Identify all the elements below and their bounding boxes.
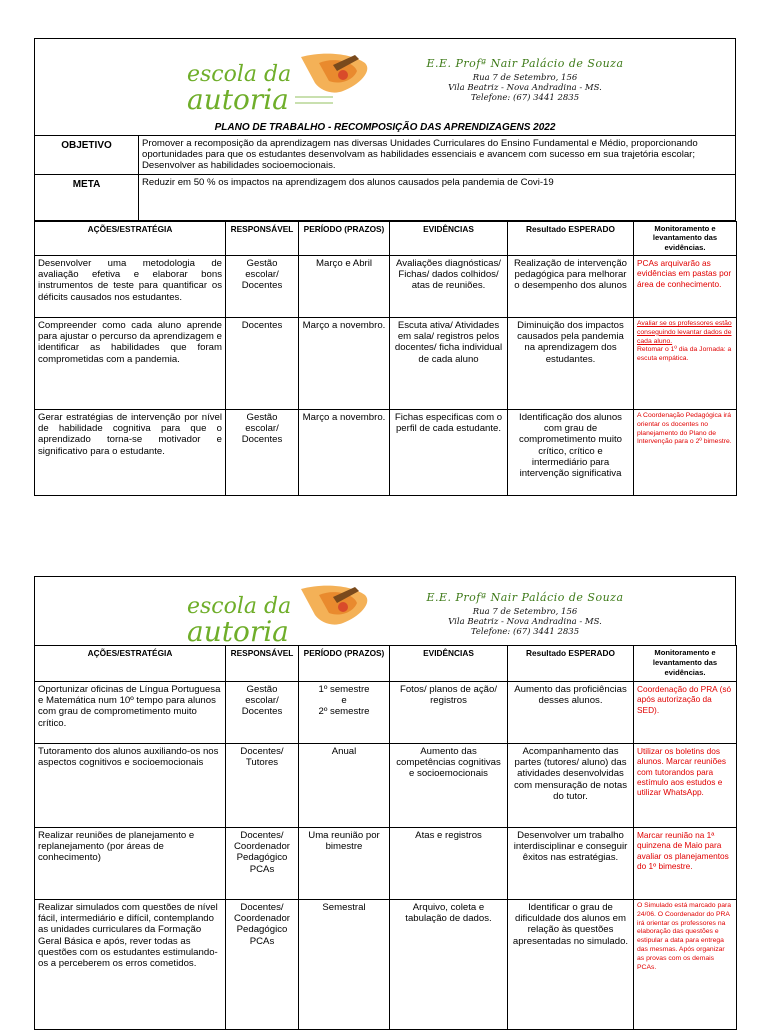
cell-acao: Realizar reuniões de planejamento e replanejamento (por áreas de conhecimento) [35,828,226,900]
document-page-2 [34,576,736,1030]
meta-row [35,174,736,220]
cell-periodo: Uma reunião por bimestre [299,828,390,900]
column-header-acoes: AÇÕES/ESTRATÉGIA [35,646,226,682]
cell-evidencias: Aumento das competências cognitivas e socioemocionais [390,744,508,828]
cell-periodo: Março a novembro. [299,410,390,496]
cell-responsavel: Docentes [226,318,299,410]
school-name: E.E. Profª Nair Palácio de Souza [426,591,624,604]
cell-acao: Compreender como cada aluno aprende para ajustar o percurso da aprendizagem e identificar as habilidades que foram comprometidas com a pandemia. [35,318,226,410]
document-title: PLANO DE TRABALHO - RECOMPOSIÇÃO DAS APRENDIZAGENS 2022 [214,122,556,133]
cell-acao: Desenvolver uma metodologia de avaliação efetiva e elaborar bons instrumentos de teste para quantificar os déficits causados nos estudantes. [35,256,226,318]
cell-evidencias: Avaliações diagnósticas/ Fichas/ dados colhidos/ atas de reuniões. [390,256,508,318]
cell-evidencias: Fichas especificas com o perfil de cada estudante. [390,410,508,496]
column-header-acoes: AÇÕES/ESTRATÉGIA [35,221,226,255]
cell-periodo [299,682,390,744]
phone-number: Telefone: (67) 3441 2835 [470,93,580,103]
cell-monitoramento [634,318,737,410]
cell-evidencias: Arquivo, coleta e tabulação de dados. [390,900,508,1030]
periodo-e: e [341,695,347,707]
table-row [35,744,737,828]
objetivo-text-2: Desenvolver as habilidades socioemocionais. [142,160,336,172]
table-row [35,682,737,744]
table-header-row [35,646,737,682]
column-header-periodo: PERÍODO (PRAZOS) [299,221,390,255]
cell-responsavel: Docentes/ Coordenador Pedagógico PCAs [226,900,299,1030]
table-row [35,828,737,900]
cell-resultado: Desenvolver um trabalho interdisciplinar e conseguir êxitos nas estratégias. [508,828,634,900]
cell-monitoramento: O Simulado está marcado para 24/06. O Coordenador do PRA irá orientar os professores na elaboração das questões e estipular a data para entrega das mesmas. Após organizar as provas com os demais PCAs. [634,900,737,1030]
address-line-1: Rua 7 de Setembro, 156 [472,73,578,83]
cell-resultado: Realização de intervenção pedagógica para melhorar o desempenho dos alunos [508,256,634,318]
table-row [35,318,737,410]
table-header-row [35,221,737,255]
periodo-2: 2º semestre [318,706,370,718]
cell-resultado: Identificação dos alunos com grau de comprometimento muito crítico, crítico e intermediário para intervenção significativa [508,410,634,496]
meta-text: Reduzir em 50 % os impactos na aprendizagem dos alunos causados pela pandemia de Covi-19 [139,174,736,220]
table-row [35,410,737,496]
cell-responsavel: Gestão escolar/ Docentes [226,410,299,496]
objective-table [34,135,736,221]
logo-text-top: escola da [187,62,292,87]
column-header-resultado: Resultado ESPERADO [508,646,634,682]
cell-periodo: Semestral [299,900,390,1030]
cell-monitoramento: Coordenação do PRA (só após autorização da SED). [634,682,737,744]
address-line-2: Vila Beatriz - Nova Andradina - MS. [448,617,602,627]
page-header [34,38,736,135]
column-header-resultado: Resultado ESPERADO [508,221,634,255]
school-info [35,591,768,637]
logo-text-top: escola da [187,594,292,619]
cell-monitoramento: PCAs arquivarão as evidências em pastas por área de conhecimento. [634,256,737,318]
cell-responsavel: Docentes/ Coordenador Pedagógico PCAs [226,828,299,900]
cell-resultado: Identificar o grau de dificuldade dos alunos em relação às questões apresentadas no simulado. [508,900,634,1030]
cell-resultado: Aumento das proficiências desses alunos. [508,682,634,744]
monitoramento-text: Avaliar se os professores estão conseguindo levantar dados de cada aluno. [637,320,732,345]
column-header-responsavel: RESPONSÁVEL [226,221,299,255]
cell-responsavel: Gestão escolar/ Docentes [226,682,299,744]
cell-resultado: Diminuição dos impactos causados pela pandemia na aprendizagem dos estudantes. [508,318,634,410]
column-header-periodo: PERÍODO (PRAZOS) [299,646,390,682]
objetivo-label: OBJETIVO [35,136,139,175]
column-header-evidencias: EVIDÊNCIAS [390,646,508,682]
logo-text-bottom: autoria [187,615,289,645]
school-info [35,57,768,103]
cell-resultado: Acompanhamento das partes (tutores/ aluno) das atividades desenvolvidas com mensuração de notas do tutor. [508,744,634,828]
document-page-1 [34,38,736,496]
cell-periodo: Março a novembro. [299,318,390,410]
action-table-page-1 [34,221,737,496]
objetivo-text-cell [139,136,736,175]
column-header-monitoramento: Monitoramento e levantamento das evidências. [634,221,737,255]
cell-responsavel: Gestão escolar/ Docentes [226,256,299,318]
cell-monitoramento: A Coordenação Pedagógica irá orientar os docentes no planejamento do Plano de Intervenção para o 2º bimestre. [634,410,737,496]
objetivo-text: Promover a recomposição da aprendizagem nas diversas Unidades Curriculares do Ensino Fundamental e Médio, proporcionando oportunidades para que os estudantes desenvolvam as habilidades essenciais e avancem com sucesso em sua trajetória escolar; [142,138,698,161]
monitoramento-text-2: Retomar o 1º dia da Jornada: a escuta empática. [637,346,732,363]
cell-acao: Oportunizar oficinas de Língua Portuguesa e Matemática num 10º tempo para alunos com grau de comprometimento muito crítico. [35,682,226,744]
cell-acao: Gerar estratégias de intervenção por nível de habilidade cognitiva para que o aprendizado torna-se motivador e significativo para o estudante. [35,410,226,496]
phone-number: Telefone: (67) 3441 2835 [470,627,580,637]
column-header-responsavel: RESPONSÁVEL [226,646,299,682]
address-line-2: Vila Beatriz - Nova Andradina - MS. [448,83,602,93]
school-name: E.E. Profª Nair Palácio de Souza [426,57,624,70]
address-line-1: Rua 7 de Setembro, 156 [472,607,578,617]
cell-periodo: Março e Abril [299,256,390,318]
cell-evidencias: Atas e registros [390,828,508,900]
cell-acao: Realizar simulados com questões de nível fácil, intermediário e difícil, contemplando as unidades curriculares da Formação Geral Básica e após, rever todas as questões com os estudantes estimulando-os a perceberem os erros cometidos. [35,900,226,1030]
logo-text-bottom: autoria [187,83,289,113]
cell-evidencias: Fotos/ planos de ação/ registros [390,682,508,744]
meta-label: META [35,174,139,220]
cell-responsavel: Docentes/ Tutores [226,744,299,828]
cell-evidencias: Escuta ativa/ Atividades em sala/ registros pelos docentes/ ficha individual de cada aluno [390,318,508,410]
page-header [34,576,736,645]
objetivo-row [35,136,736,175]
cell-acao: Tutoramento dos alunos auxiliando-os nos aspectos cognitivos e socioemocionais [35,744,226,828]
table-row [35,256,737,318]
cell-monitoramento: Utilizar os boletins dos alunos. Marcar reuniões com tutorandos para estímulo aos estudos e utilizar WhatsApp. [634,744,737,828]
periodo-1: 1º semestre [318,684,370,695]
table-row [35,900,737,1030]
cell-monitoramento: Marcar reunião na 1ª quinzena de Maio para avaliar os planejamentos do 1º bimestre. [634,828,737,900]
action-table-page-2 [34,645,737,1030]
column-header-evidencias: EVIDÊNCIAS [390,221,508,255]
cell-periodo: Anual [299,744,390,828]
column-header-monitoramento: Monitoramento e levantamento das evidências. [634,646,737,682]
